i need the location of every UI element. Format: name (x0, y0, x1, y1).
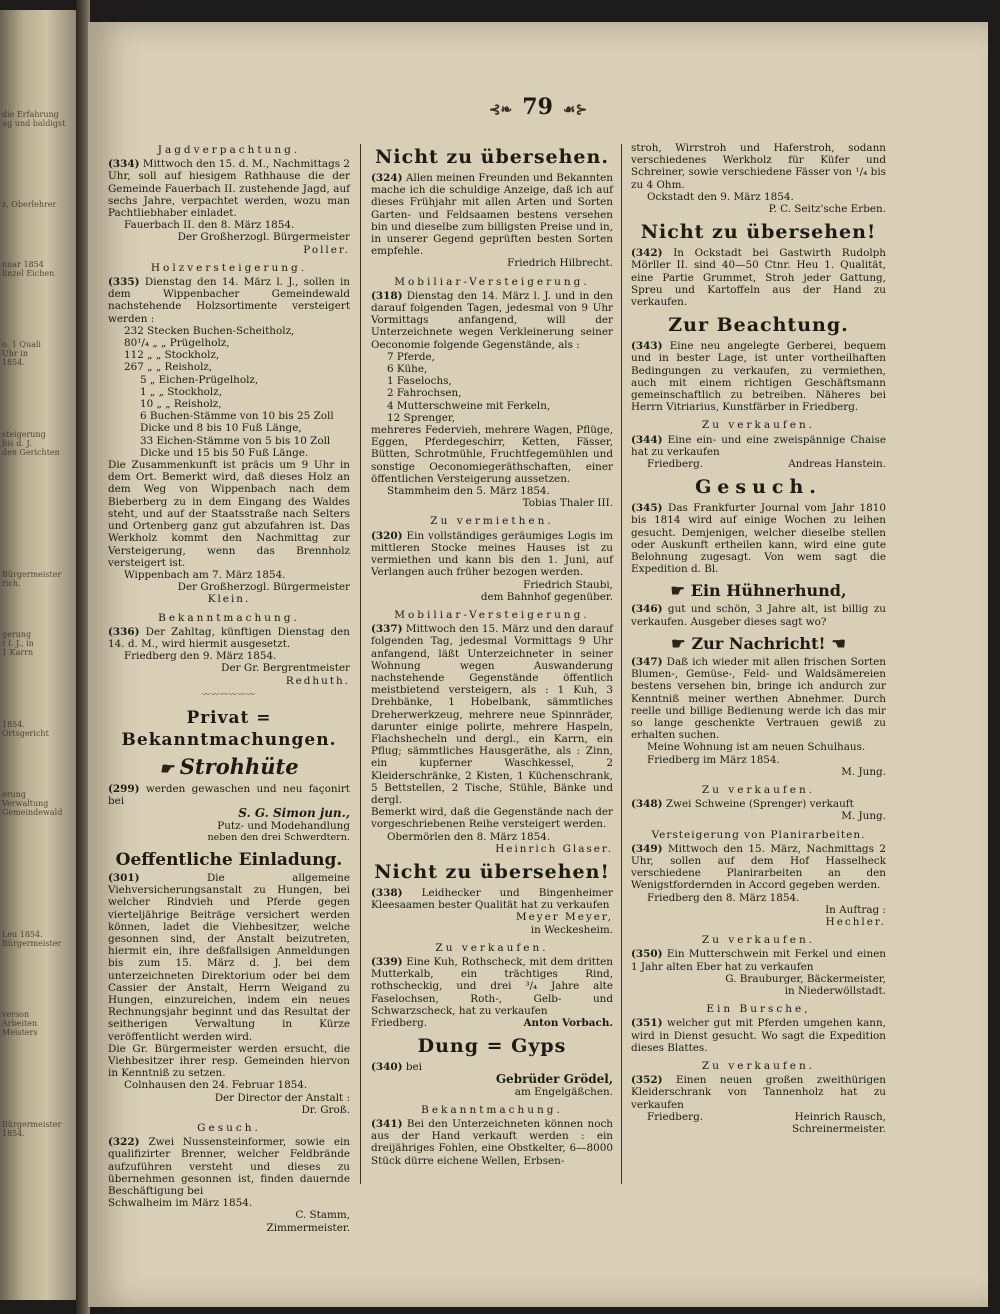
notice-body (371, 172, 613, 257)
notice-text: Daß ich wieder mit allen frischen Sorten Blumen-, Gemüse-, Feld- und Waldsämereien bestens versehen bin, bringe ich andurch zur Kenntniß meiner werthen Abnehmer. Durch reelle und billige Bedienung werde ich das mir so lange geschenkte Vertrauen gewiß zu erhalten suchen. (631, 655, 886, 742)
notice-body (631, 434, 886, 458)
notice-text: In Ockstadt bei Gastwirth Rudolph Mörller II. sind 40—50 Ctnr. Heu 1. Qualität, eine Partie Grummet, Stroh jeder Gattung, Spreu und Kartoffeln aus der Hand zu verkaufen. (631, 247, 886, 309)
notice-number: (345) (631, 502, 663, 515)
section-heading: Ein Bursche, (706, 1003, 811, 1016)
notice-signature: Andreas Hanstein. (788, 458, 886, 471)
notice-signature: Meyer Meyer, (515, 911, 613, 924)
notice-number: (334) (108, 158, 140, 171)
list-item: 2 Fahrochsen, (387, 387, 462, 400)
notice-350 (631, 934, 886, 997)
notice-body (631, 340, 886, 413)
notice-number: (338) (371, 886, 403, 899)
facing-page-fragment: nuar 1854 linzel Eichen (2, 260, 55, 279)
notice-body (631, 843, 886, 892)
notice-place-date: Friedberg den 8. März 1854. (647, 891, 800, 904)
notice-signature-name: Zimmermeister. (266, 1221, 350, 1234)
notice-number: (346) (631, 603, 663, 616)
notice-signature: Der Großherzogl. Bürgermeister (177, 581, 350, 594)
notice-text: werden gewaschen und neu façonirt bei (108, 782, 350, 808)
notice-351 (631, 1003, 886, 1054)
notice-signature-line: dem Bahnhof gegenüber. (480, 590, 613, 603)
notice-signature: Anton Vorbach. (523, 1017, 613, 1029)
notice-body (371, 623, 613, 806)
list-item: 4 Mutterschweine mit Ferkeln, (387, 399, 551, 412)
notice-text: Zwei Nussensteinformer, sowie ein qualifizirter Brenner, welcher Feldbrände aufzuführen versteht und dieses zu übernehmen gesonnen ist, finden dauernde Beschäftigung bei (108, 1136, 350, 1198)
notice-signature: M. Jung. (841, 765, 886, 778)
notice-number: (351) (631, 1017, 663, 1030)
notice-place-date: Wippenbach am 7. März 1854. (124, 568, 286, 581)
notice-signature: Heinrich Glaser. (495, 842, 613, 855)
notice-number: (349) (631, 842, 663, 855)
notice-334 (108, 144, 350, 256)
notice-footer (631, 1111, 886, 1123)
section-heading: Zu verkaufen. (701, 419, 816, 432)
notice-339 (371, 942, 613, 1029)
notice-text: Bemerkt wird, daß die Gegenstände nach der vorgeschriebenen Reihe versteigert werden. (371, 806, 613, 831)
notice-number: (343) (631, 340, 663, 353)
wavy-divider: 〰〰〰〰〰〰 (202, 689, 256, 699)
notice-324 (371, 146, 613, 270)
notice-signature: G. Brauburger, Bäckermeister, (725, 972, 886, 985)
notice-number: (318) (371, 289, 403, 302)
notice-number: (320) (371, 529, 403, 542)
pointing-hand-icon: ☛ (670, 581, 685, 601)
notice-title: Dung = Gyps (417, 1035, 567, 1058)
firm-name: Gebrüder Grödel, (495, 1072, 613, 1087)
notice-signature-line: in Niederwöllstadt. (784, 984, 886, 997)
notice-place-date: Colnhausen den 24. Februar 1854. (124, 1079, 308, 1092)
notice-text: Einen neuen großen zweithürigen Kleiderschrank von Tannenholz hat zu verkaufen (631, 1074, 886, 1111)
notice-340 (371, 1035, 613, 1098)
notice-title: Nicht zu übersehen. (375, 146, 609, 168)
notice-body (631, 247, 886, 308)
notice-place-date: Stammheim den 5. März 1854. (387, 485, 550, 498)
notice-341-continued (631, 142, 886, 215)
notice-body (108, 783, 350, 807)
section-heading: Holzversteigerung. (150, 261, 308, 274)
private-notices-heading: Privat = Bekanntmachungen. (121, 707, 337, 750)
notice-body (631, 656, 886, 741)
notice-number: (347) (631, 655, 663, 668)
facing-page-fragment: Leu 1854. Bürgermeister (2, 930, 62, 949)
list-item: 6 Buchen-Stämme von 10 bis 25 Zoll Dicke und 8 bis 10 Fuß Länge, (140, 410, 334, 435)
notice-number: (335) (108, 276, 140, 289)
notice-body (371, 290, 613, 351)
notice-text: Mittwoch den 15. d. M., Nachmittags 2 Uhr, soll auf hiesigem Rathhause die der Gemeinde Fauerbach II. zustehende Jagd, auf sechs Jahre, verpachtet werden, wozu man Pachtliebhaber einladet. (108, 158, 350, 220)
notice-text: Mittwoch den 15. März und den darauf folgenden Tag, jedesmal Vormittags 9 Uhr anfangend, läßt Unterzeichneter in seiner Wohnung wegen Auswanderung nachstehende Gegenstände öffentlich meistbietend versteigern, als : 1 Kuh, 3 Drehbänke, 1 Hobelbank, sämmtliches Dreherwerkzeug, mehrere neue Spinnräder, darunter einige polirte, mehrere Haspeln, Flachshecheln und dergl., ein Karrn, ein Pflug; sämmtliches Hausgeräthe, als : Zinn, ein kupferner Waschkessel, 2 Kleiderschränke, 2 Kisten, 1 Küchenschrank, 5 Bettstellen, 2 Tische, Stühle, Bänke und dergl. (371, 623, 614, 806)
notice-text: stroh, Wirrstroh und Haferstroh, sodann verschiedenes Werkholz für Küfer und Schreiner, sowie verschiedene Fässer von ¹/₄ bis zu 4 Ohm. (631, 142, 886, 191)
notice-title (631, 634, 886, 654)
list-item: 6 Kühe, (387, 363, 428, 376)
list-item: 232 Stecken Buchen-Scheitholz, (124, 324, 295, 337)
notice-348 (631, 784, 886, 823)
notice-signature: M. Jung. (841, 810, 886, 823)
section-heading: Jagdverpachtung. (157, 144, 301, 156)
notice-347 (631, 634, 886, 778)
notice-text: Dienstag den 14. März l. J. und in den darauf folgenden Tagen, jedesmal von 9 Uhr Vormittags anfangend, will der Unterzeichnete wegen Verkleinerung seiner Oeconomie folgende Gegenstände, als : (371, 289, 613, 351)
notice-signature: Friedrich Staubi, (523, 578, 613, 591)
notice-body (108, 158, 350, 219)
notice-signature-name: Klein. (207, 593, 251, 606)
notice-text: Ein vollständiges geräumiges Logis im mittleren Stocke meines Hauses ist zu vermiethen und kann bis den 1. Juni, auf Verlangen auch früher bezogen werden. (371, 529, 613, 579)
notice-place: Friedberg. (647, 458, 704, 471)
notice-number: (299) (108, 782, 140, 795)
facing-page-fragment: gerung r l. J., in 1 Karrn (2, 630, 34, 658)
notice-number: (336) (108, 625, 140, 638)
notice-title (631, 581, 886, 601)
title-text: Strohhüte (179, 753, 299, 779)
facing-page-fragment: steigerung bis d. J. den Gerichten (2, 430, 60, 458)
notice-336 (108, 612, 350, 701)
notice-text: Eine Kuh, Rothscheck, mit dem dritten Mutterkalb, ein trächtiges Rind, rothscheckig, und drei ³/₄ Jahre alte Faselochsen, Roth-, Gelb- und Schwarzscheck, hat zu verkaufen (371, 955, 613, 1017)
notice-signature: P. C. Seitz'sche Erben. (768, 203, 886, 216)
column-3 (631, 142, 886, 1141)
firm-line: neben den drei Schwerdtern. (207, 831, 350, 843)
notice-number: (348) (631, 798, 663, 811)
list-item: 1 „ „ Stockholz, (140, 385, 222, 398)
page-number: ⊰❧ 79 ☙⊱ (488, 94, 588, 120)
column-2 (371, 142, 613, 1173)
notice-344 (631, 419, 886, 470)
list-item: 12 Sprenger, (387, 411, 456, 424)
notice-349 (631, 829, 886, 929)
facing-page-fragment: die Erfahrung ug und baldigst (2, 110, 66, 129)
notice-number: (344) (631, 433, 663, 446)
notice-301 (108, 850, 350, 1116)
notice-title: Oeffentliche Einladung. (115, 849, 343, 870)
notice-body (108, 872, 350, 1043)
notice-body (371, 1118, 613, 1167)
column-1 (108, 142, 350, 1240)
pointing-hand-icon: ☛ (159, 758, 174, 778)
notice-text: Leidhecker und Bingenheimer Kleesaamen bester Qualität hat zu verkaufen (371, 886, 614, 912)
notice-title: Zur Beachtung. (668, 314, 849, 337)
notice-signature: C. Stamm, (295, 1209, 350, 1222)
newspaper-page (88, 22, 988, 1307)
notice-number: (341) (371, 1118, 403, 1131)
notice-place-date: Friedberg den 9. März 1854. (124, 650, 277, 663)
notice-footer (631, 458, 886, 470)
notice-place-date: Schwalheim im März 1854. (108, 1197, 253, 1210)
firm-name: S. G. Simon jun., (238, 806, 350, 821)
notice-title: Gesuch. (695, 476, 822, 499)
pointing-hand-left-icon: ☚ (831, 633, 846, 653)
title-text: Zur Nachricht! (691, 633, 826, 653)
facing-page-fragment: 1854. Ortsgericht (2, 720, 49, 739)
section-heading: Zu verkaufen. (701, 783, 816, 796)
notice-signature: Tobias Thaler III. (522, 497, 613, 510)
notice-body (108, 276, 350, 325)
notice-345 (631, 476, 886, 575)
notice-body (631, 502, 886, 575)
notice-body (631, 1074, 886, 1111)
notice-text: Ein Mutterschwein mit Ferkel und einen 1 Jahr alten Eber hat zu verkaufen (631, 948, 886, 973)
notice-338 (371, 861, 613, 936)
notice-335 (108, 262, 350, 606)
notice-text: Meine Wohnung ist am neuen Schulhaus. (647, 741, 866, 754)
item-list (371, 351, 613, 424)
section-heading: Versteigerung von Planirarbeiten. (651, 828, 866, 841)
notice-text: mehreres Federvieh, mehrere Wagen, Pflüge, Eggen, Pferdegeschirr, Ketten, Fässer, Bütten, Schrotmühle, Fruchtfegemühlen und sonstige Oeconomiegeräthschaften, einer öffentlichen Versteigerung aussetzen. (371, 424, 613, 485)
list-item: 112 „ „ Stockholz, (124, 349, 220, 362)
notice-body (631, 1017, 886, 1054)
section-heading: Mobiliar-Versteigerung. (394, 608, 590, 621)
notice-text: Bei den Unterzeichneten können noch aus der Hand verkauft werden : ein dreijähriges Fohlen, eine Obstkelter, 6—8000 Stück dürre eichene Wellen, Erbsen- (371, 1118, 613, 1167)
notice-signature-name: Poller. (303, 243, 350, 256)
notice-346 (631, 581, 886, 627)
notice-number: (339) (371, 955, 403, 968)
notice-341 (371, 1104, 613, 1167)
notice-number: (337) (371, 623, 403, 636)
firm-line: Putz- und Modehandlung (217, 819, 350, 832)
section-heading: Zu verkaufen. (701, 934, 816, 947)
notice-text: Eine ein- und eine zweispännige Chaise hat zu verkaufen (631, 433, 886, 458)
pointing-hand-icon: ☛ (671, 633, 686, 653)
firm-line: am Engelgäßchen. (514, 1085, 613, 1098)
notice-text: welcher gut mit Pferden umgehen kann, wird in Dienst gesucht. Wo sagt die Expedition dieses Blattes. (631, 1017, 886, 1054)
notice-322 (108, 1122, 350, 1234)
notice-number: (322) (108, 1136, 140, 1149)
section-heading: Bekanntmachung. (421, 1103, 563, 1116)
notice-body (631, 798, 886, 810)
notice-number: (342) (631, 247, 663, 260)
facing-page-fragment: Bürgermeister rich. (2, 570, 62, 589)
notice-number: (350) (631, 948, 663, 961)
notice-signature: Der Director der Anstalt : (214, 1091, 350, 1104)
notice-body (631, 948, 886, 972)
notice-352 (631, 1060, 886, 1135)
notice-number: (352) (631, 1074, 663, 1087)
facing-page-fragment: Bürgermeister 1854. (2, 1120, 62, 1139)
notice-signature-name: Redhuth. (285, 674, 350, 687)
notice-place-date: Friedberg im März 1854. (647, 753, 780, 766)
wood-list (108, 325, 350, 459)
notice-place: Friedberg. (647, 1110, 704, 1123)
notice-signature: Der Gr. Bergrentmeister (221, 662, 350, 675)
section-heading: Zu verkaufen. (701, 1059, 816, 1072)
section-heading: Zu verkaufen. (435, 941, 549, 954)
notice-318 (371, 276, 613, 510)
facing-page-fragment: z, Oberlehrer (2, 200, 57, 209)
notice-signature-line: in Weckesheim. (530, 923, 613, 936)
section-heading: Mobiliar-Versteigerung. (394, 275, 590, 288)
notice-number: (324) (371, 172, 403, 184)
notice-299 (108, 755, 350, 844)
notice-text: Die Zusammenkunft ist präcis um 9 Uhr in dem Ort. Bemerkt wird, daß dieses Holz an dem Weg von Wippenbach nach dem Bieberberg zu in dem Eingang des Waldes steht, und auf der Staatsstraße nach Selters und Ortenberg ganz gut abzufahren ist. Das Werkholz kommt den Nachmittag zur Versteigerung, wenn das Brennholz versteigert ist. (108, 459, 350, 569)
notice-signature: Friedrich Hilbrecht. (507, 257, 613, 270)
ornament-right-icon: ☙⊱ (562, 102, 588, 118)
notice-text: Eine neu angelegte Gerberei, bequem und in bester Lage, ist unter vortheilhaften Bedingungen zu verkaufen, zu vermiethen, auch mit einem richtigen Geschäftsmann gemeinschaftlich zu betreiben. Näheres bei Herrn Vitriarius, Kunstfärber in Friedberg. (631, 340, 886, 414)
ornament-left-icon: ⊰❧ (488, 102, 513, 118)
notice-text: bei (405, 1061, 422, 1074)
notice-footer (371, 1017, 613, 1029)
notice-signature: Der Großherzogl. Bürgermeister (177, 231, 350, 244)
notice-place: Friedberg. (371, 1017, 428, 1029)
notice-text: Die Gr. Bürgermeister werden ersucht, die Viehbesitzer ihrer resp. Gemeinden hiervon in Kenntniß zu setzen. (108, 1042, 350, 1080)
list-item: 267 „ „ Reisholz, (124, 361, 213, 374)
list-item: 33 Eichen-Stämme von 5 bis 10 Zoll Dicke und 15 bis 50 Fuß Länge. (140, 434, 331, 459)
notice-title (108, 755, 350, 781)
facing-page-fragment: verson Arbeiten Meisters (2, 1010, 38, 1038)
notice-signature-name: Hechler. (825, 915, 886, 928)
notice-signature: Heinrich Rausch, (794, 1110, 886, 1123)
notice-320 (371, 515, 613, 602)
notice-text: Mittwoch den 15. März, Nachmittags 2 Uhr, sollen auf dem Hof Hasselheck verschiedene Planirarbeiten an den Wenigstfordernden in Accord gegeben werden. (631, 842, 886, 892)
notice-number: (301) (108, 871, 140, 884)
list-item: 1 Faselochs, (387, 375, 452, 388)
notice-place-date: Fauerbach II. den 8. März 1854. (124, 219, 295, 232)
notice-signature: In Auftrag : (825, 903, 886, 916)
notice-body (631, 603, 886, 627)
notice-343 (631, 314, 886, 413)
notice-text: Zwei Schweine (Sprenger) verkauft (665, 798, 854, 811)
column-rule (621, 144, 622, 1184)
notice-place-date: Obermörlen den 8. März 1854. (387, 830, 551, 843)
notice-text: Die allgemeine Viehversicherungsanstalt zu Hungen, bei welcher Rindvieh und Pferde gegen vierteljährige Beiträge versichert werden können, ladet die Viehbesitzer, welche gesonnen sind, der Anstalt beizutreten, hiermit ein, ihre deßfallsigen Anmeldungen bis zum 15. März d. J. bei dem unterzeichneten Direktorium oder bei dem Cassier der Anstalt, Herrn Weigand zu Hungen, einzureichen, indem ein neues Rechnungsjahr beginnt und das Resultat der seitherigen Verwaltung in Kürze veröffentlicht werden wird. (108, 871, 350, 1043)
list-item: 10 „ „ Reisholz, (140, 398, 222, 411)
notice-text: Allen meinen Freunden und Bekannten mache ich die schuldige Anzeige, daß ich auf dieses Frühjahr mit allen Arten und Sorten Garten- und Feldsaamen bestens versehen bin und dieselbe zum billigsten Preise und in, in unserer Gegend geprüften besten Sorten empfehle. (371, 172, 613, 258)
notice-body (108, 626, 350, 650)
notice-body (108, 1136, 350, 1197)
section-heading: Gesuch. (197, 1122, 261, 1135)
section-heading: Bekanntmachung. (158, 611, 300, 624)
notice-body (371, 887, 613, 911)
notice-text: Der Zahltag, künftigen Dienstag den 14. d. M., wird hiermit ausgesetzt. (108, 625, 350, 650)
list-item: 5 „ Eichen-Prügelholz, (140, 373, 259, 386)
notice-body (371, 956, 613, 1017)
notice-342 (631, 221, 886, 308)
notice-text: Das Frankfurter Journal vom Jahr 1810 bis 1814 wird auf einige Wochen zu leihen gesucht. Demjenigen, welcher dieselbe stellen oder Auskunft ertheilen kann, wird eine gute Belohnung zugesagt. Von wem sagt die Expedition d. Bl. (631, 502, 886, 576)
notice-title: Nicht zu übersehen! (640, 221, 877, 244)
notice-signature-name: Dr. Groß. (301, 1103, 350, 1116)
notice-place-date: Ockstadt den 9. März 1854. (647, 190, 794, 203)
notice-body (371, 530, 613, 579)
facing-page-fragment: erung Verwaltung Gemeindewald (2, 790, 63, 818)
notice-title: Nicht zu übersehen! (374, 860, 610, 883)
notice-text: Dienstag den 14. März l. J., sollen in dem Wippenbacher Gemeindewald nachstehende Holzsortimente versteigert werden : (108, 276, 350, 325)
facing-page-fragment: o. 1 Quali Uhr in 1854. (2, 340, 41, 368)
notice-337 (371, 609, 613, 855)
list-item: 80¹/₄ „ „ Prügelholz, (124, 337, 230, 350)
section-heading: Zu vermiethen. (430, 515, 554, 528)
list-item: 7 Pferde, (387, 350, 435, 363)
notice-signature-line: Schreinermeister. (792, 1123, 886, 1135)
title-text: Ein Hühnerhund, (690, 581, 847, 601)
facing-page-edge (0, 10, 78, 1300)
notice-number: (340) (371, 1061, 403, 1074)
column-rule (360, 144, 361, 1184)
notice-text: gut und schön, 3 Jahre alt, ist billig zu verkaufen. Ausgeber dieses sagt wo? (631, 603, 886, 628)
